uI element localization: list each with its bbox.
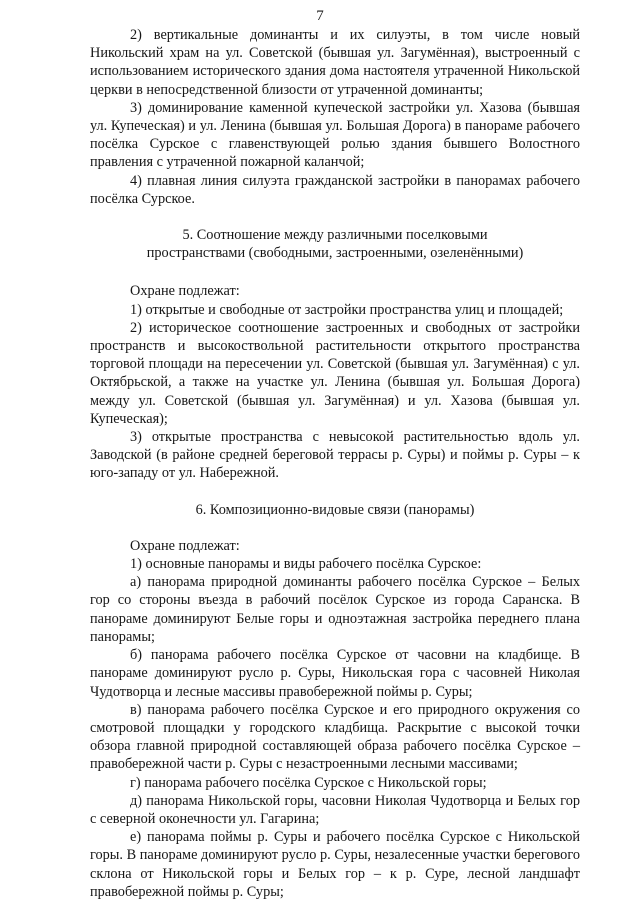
page-number: 7 <box>316 8 324 24</box>
section-6-heading: 6. Композиционно-видовые связи (панорамы) <box>195 501 475 518</box>
section-6-intro: Охране подлежат: <box>130 537 240 554</box>
section-5-heading <box>90 226 580 262</box>
list-item: 1) открытые и свободные от застройки пространства улиц и площадей; <box>130 301 564 318</box>
list-item: д) панорама Никольской горы, часовни Николая Чудотворца и Белых гор с северной оконечности ул. Гагарина; <box>90 792 580 827</box>
list-item: 3) доминирование каменной купеческой застройки ул. Хазова (бывшая ул. Купеческая) и ул. Ленина (бывшая ул. Большая Дорога) в панораме рабочего посёлка Сурское с главенствующей ролью здания бывшего Волостного правления с утраченной пожарной каланчой; <box>90 99 580 171</box>
list-item: 4) плавная линия силуэта гражданской застройки в панорамах рабочего посёлка Сурское. <box>90 172 580 207</box>
list-item: б) панорама рабочего посёлка Сурское от часовни на кладбище. В панораме доминируют русло р. Суры, Никольская гора с часовней Николая Чудотворца и лесные массивы правобережной поймы р. Суры; <box>90 647 580 700</box>
list-item: 2) историческое соотношение застроенных и свободных от застройки пространств и высокоствольной растительности открытого пространства торговой площади на пересечении ул. Советской (бывшая ул. Загумённая) с ул. Октябрьской, а также на участке ул. Ленина (бывшая ул. Большая Дорога) между ул. Советской (бывшая ул. Загумённая) и ул. Хазова (бывшая ул. Купеческая); <box>90 319 580 427</box>
section-5-heading-line-1: 5. Соотношение между различными поселковыми <box>182 227 488 244</box>
section-5-heading-line-2: пространствами (свободными, застроенными, озеленёнными) <box>146 245 524 262</box>
list-item: 1) основные панорамы и виды рабочего посёлка Сурское: <box>130 556 482 573</box>
list-item: 3) открытые пространства с невысокой растительностью вдоль ул. Заводской (в районе средней береговой террасы р. Суры) и поймы р. Суры – к юго-западу от ул. Набережной. <box>90 429 580 482</box>
list-item: 2) вертикальные доминанты и их силуэты, в том числе новый Никольский храм на ул. Советской (бывшая ул. Загумённая), выстроенный с использованием исторического здания дома настоятеля утраченной Никольской церкви в непосредственной близости от утраченной доминанты; <box>90 27 580 98</box>
list-item: а) панорама природной доминанты рабочего посёлка Сурское – Белых гор со стороны въезда в рабочий посёлок Сурское из города Саранска. В панораме доминируют Белые горы и одноэтажная застройка переднего плана панорамы; <box>90 574 580 645</box>
list-item: е) панорама поймы р. Суры и рабочего посёлка Сурское с Никольской горы. В панораме доминируют русло р. Суры, незалесенные участки берегового склона от Никольской горы и Белых гор – к р. Суре, лесной ландшафт правобережной поймы р. Суры; <box>90 829 580 900</box>
document-body <box>90 26 580 901</box>
list-item: г) панорама рабочего посёлка Сурское с Никольской горы; <box>130 774 487 791</box>
section-5-intro: Охране подлежат: <box>130 283 240 300</box>
list-item: в) панорама рабочего посёлка Сурское и его природного окружения со смотровой площадки у городского кладбища. Раскрытие с высокой точки обзора главной природной составляющей образа рабочего посёлка Сурское – правобережной части р. Суры с незастроенными лесными массивами; <box>90 701 580 773</box>
